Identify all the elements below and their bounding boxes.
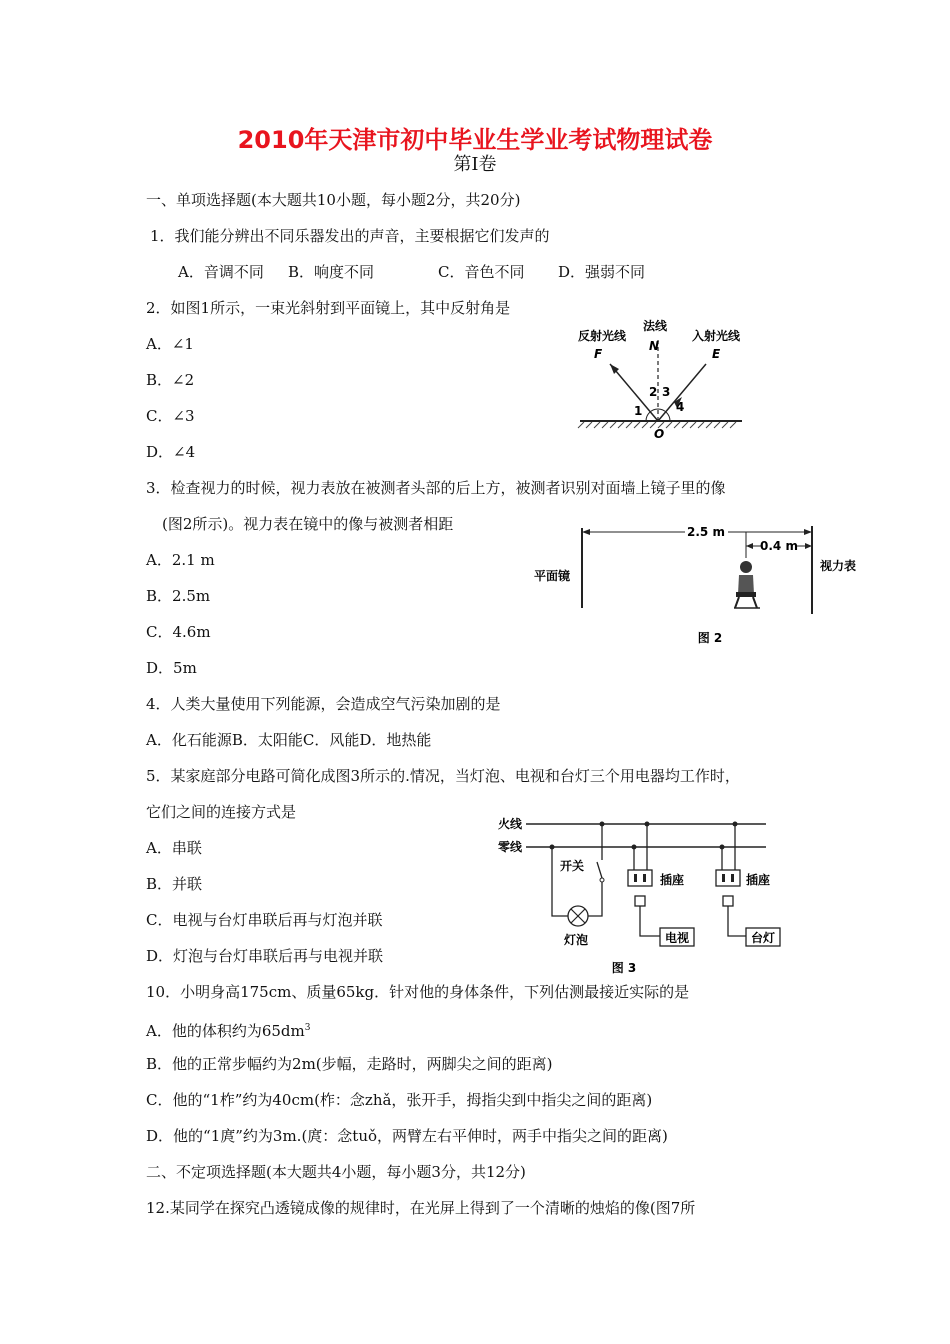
q10-option-d: D．他的“1庹”约为3m.(庹：念tuǒ，两臂左右平伸时，两手中指尖之间的距离) (146, 1127, 668, 1145)
q1-option-a: A．音调不同 (178, 263, 264, 281)
q3-option-a: A．2.1 m (146, 551, 215, 569)
q1-options (178, 262, 645, 282)
q5-option-c: C．电视与台灯串联后再与灯泡并联 (146, 911, 383, 929)
q3-stem-line2: (图2所示)。视力表在镜中的像与被测者相距 (162, 515, 454, 533)
q5-stem-line2: 它们之间的连接方式是 (146, 803, 297, 821)
q12-stem: 12.某同学在探究凸透镜成像的规律时，在光屏上得到了一个清晰的烛焰的像(图7所 (146, 1199, 696, 1217)
q2-stem: 2．如图1所示，一束光斜射到平面镜上，其中反射角是 (146, 299, 511, 317)
q5-stem-line1: 5．某家庭部分电路可简化成图3所示的.情况，当灯泡、电视和台灯三个用电器均工作时， (146, 767, 740, 785)
q2-option-c: C．∠3 (146, 407, 195, 425)
normal-letter: N (649, 339, 660, 353)
reflected-letter: F (594, 347, 603, 361)
eye-chart-label: 视力表 (820, 559, 857, 573)
distance-total-label: 2.5 m (687, 525, 725, 539)
socket-1-icon (628, 870, 652, 886)
incident-label: 入射光线 (692, 329, 741, 343)
reflected-label: 反射光线 (578, 329, 627, 343)
q4-stem: 4．人类大量使用下列能源，会造成空气污染加剧的是 (146, 695, 501, 713)
normal-label: 法线 (642, 319, 668, 333)
angle-1-label: 1 (634, 404, 643, 418)
figure-3-circuit (494, 812, 794, 978)
q10-stem: 10．小明身高175cm、质量65kg．针对他的身体条件，下列估测最接近实际的是 (146, 983, 690, 1001)
q5-option-a: A．串联 (146, 839, 202, 857)
desk-lamp-label: 台灯 (750, 931, 776, 945)
plug-1-icon (635, 896, 645, 906)
distance-short-label: 0.4 m (760, 539, 798, 553)
exam-title: 2010年天津市初中毕业生学业考试物理试卷 (237, 126, 713, 154)
figure-2-caption: 图 2 (697, 631, 723, 645)
q3-option-b: B．2.5m (146, 587, 211, 605)
q5-option-b: B．并联 (146, 875, 203, 893)
section2-heading: 二、不定项选择题(本大题共4小题，每小题3分，共12分) (146, 1163, 526, 1181)
person-icon (734, 561, 760, 608)
bulb-label: 灯泡 (564, 933, 589, 947)
neutral-wire-label: 零线 (498, 840, 523, 854)
q4-options: A．化石能源B．太阳能C．风能D．地热能 (146, 731, 432, 749)
q10-option-a-exponent: 3 (304, 1023, 311, 1033)
angle-4-label: 4 (676, 400, 685, 414)
plug-2-icon (723, 896, 733, 906)
section1-heading: 一、单项选择题(本大题共10小题，每小题2分，共20分) (146, 191, 521, 209)
q3-option-c: C．4.6m (146, 623, 211, 641)
q3-stem-line1: 3．检查视力的时候，视力表放在被测者头部的后上方，被测者识别对面墙上镜子里的像 (146, 479, 726, 497)
live-wire-label: 火线 (498, 817, 523, 831)
figure-2-vision-test (530, 518, 870, 650)
origin-label: O (654, 427, 665, 441)
q2-option-d: D．∠4 (146, 443, 196, 461)
angle-2-label: 2 (649, 385, 658, 399)
incident-letter: E (712, 347, 721, 361)
q1-option-b: B．响度不同 (288, 263, 375, 281)
q1-stem: 1．我们能分辨出不同乐器发出的声音，主要根据它们发声的 (150, 227, 550, 245)
angle-3-label: 3 (662, 385, 671, 399)
q10-option-a-text: A．他的体积约为65dm (146, 1022, 305, 1040)
mirror-label: 平面镜 (534, 569, 571, 583)
q1-option-d: D．强弱不同 (558, 263, 646, 281)
socket-2-icon (716, 870, 740, 886)
q5-option-d: D．灯泡与台灯串联后再与电视并联 (146, 947, 384, 965)
figure-1-reflection (570, 318, 750, 442)
q10-option-c: C．他的“1柞”约为40cm(柞：念zhǎ，张开手，拇指尖到中指尖之间的距离) (146, 1091, 653, 1109)
socket-2-label: 插座 (746, 873, 771, 887)
volume-label: 第Ⅰ卷 (453, 154, 497, 175)
tv-label: 电视 (664, 931, 690, 945)
q2-option-a: A．∠1 (146, 335, 194, 353)
q1-option-c: C．音色不同 (438, 263, 525, 281)
switch-icon (600, 878, 604, 882)
figure-3-caption: 图 3 (611, 961, 637, 975)
q10-option-b: B．他的正常步幅约为2m(步幅，走路时，两脚尖之间的距离) (146, 1055, 553, 1073)
switch-label: 开关 (560, 859, 585, 873)
socket-1-label: 插座 (660, 873, 685, 887)
q3-option-d: D．5m (146, 659, 197, 677)
q2-option-b: B．∠2 (146, 371, 195, 389)
q10-option-a (146, 1018, 310, 1041)
